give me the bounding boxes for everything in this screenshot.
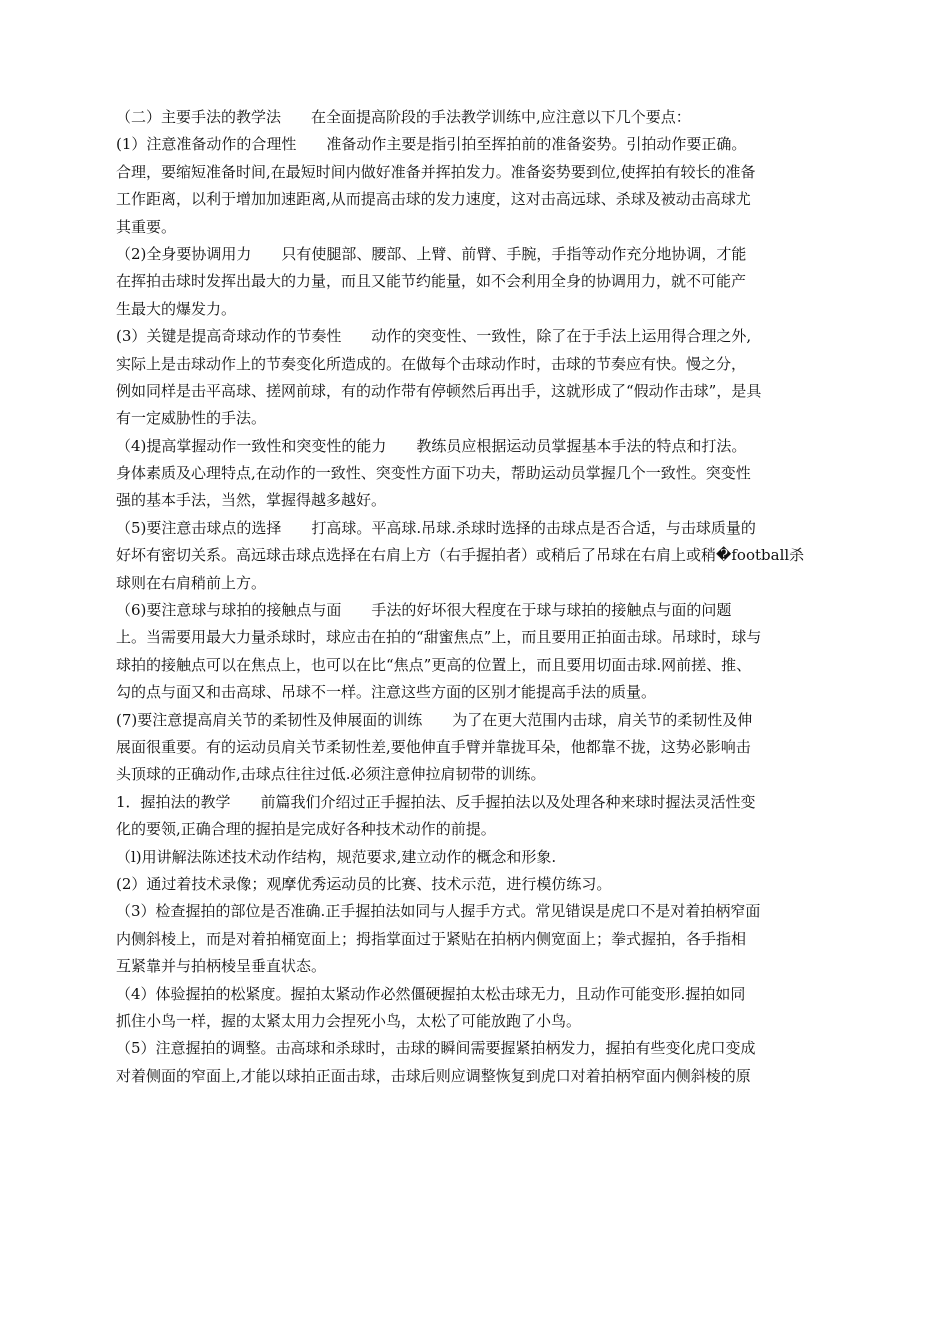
text-line: 在挥拍击球时发挥出最大的力量，而且又能节约能量，如不会利用全身的协调用力，就不可能产: [116, 272, 747, 291]
text-line: （2)全身要协调用力 只有使腿部、腰部、上臂、前臂、手腕，手指等动作充分地协调，才能: [116, 244, 747, 263]
text-line: 好坏有密切关系。高远球击球点选择在右肩上方（右手握拍者）或稍后了吊球在右肩上或稍�football杀: [116, 546, 805, 565]
text-line: (2）通过着技术录像；观摩优秀运动员的比赛、技术示范，进行模仿练习。: [116, 874, 612, 893]
text-line: （5）注意握拍的调整。击高球和杀球时，击球的瞬间需要握紧拍柄发力，握拍有些变化虎口变成: [116, 1039, 756, 1058]
text-line: 展面很重要。有的运动员肩关节柔韧性差,要他伸直手臂并靠拢耳朵，他都靠不拢，这势必影响击: [116, 737, 751, 756]
text-line: 勾的点与面又和击高球、吊球不一样。注意这些方面的区别才能提高手法的质量。: [116, 683, 657, 702]
text-line: 合理，要缩短准备时间,在最短时间内做好准备并挥拍发力。准备姿势要到位,使挥拍有较长的准备: [116, 162, 756, 181]
text-line: 例如同样是击平高球、搓网前球，有的动作带有停顿然后再出手，这就形成了“假动作击球”，是具: [116, 381, 762, 400]
text-line: 生最大的爆发力。: [116, 299, 237, 318]
text-line: （3）检查握拍的部位是否准确.正手握拍法如同与人握手方式。常见错误是虎口不是对着拍柄窄面: [116, 902, 761, 921]
text-line: 球则在右肩稍前上方。: [116, 573, 267, 592]
text-line: 球拍的接触点可以在焦点上，也可以在比“焦点”更高的位置上，而且要用切面击球.网前搓、推、: [116, 655, 752, 674]
text-line: 强的基本手法，当然，掌握得越多越好。: [116, 491, 387, 510]
text-line: （4)提高掌握动作一致性和突变性的能力 教练员应根据运动员掌握基本手法的特点和打法。: [116, 436, 747, 455]
text-line: 身体素质及心理特点,在动作的一致性、突变性方面下功夫，帮助运动员掌握几个一致性。突变性: [116, 464, 751, 483]
text-line: 互紧靠并与拍柄棱呈垂直状态。: [116, 957, 327, 976]
text-line: （5)要注意击球点的选择 打高球。平高球.吊球.杀球时选择的击球点是否合适，与击球质量的: [116, 518, 756, 537]
text-line: 化的要领,正确合理的握拍是完成好各种技术动作的前提。: [116, 820, 496, 839]
text-line: 有一定威胁性的手法。: [116, 409, 267, 428]
text-line: 上。当需要用最大力量杀球时，球应击在拍的“甜蜜焦点”上，而且要用正拍面击球。吊球时，球与: [116, 628, 762, 647]
text-line: （6)要注意球与球拍的接触点与面 手法的好坏很大程度在于球与球拍的接触点与面的问题: [116, 601, 732, 620]
text-line: (3）关键是提高奇球动作的节奏性 动作的突变性、一致性，除了在于手法上运用得合理之外,: [116, 327, 752, 346]
text-line: 头顶球的正确动作,击球点往往过低.必须注意伸拉肩韧带的训练。: [116, 765, 546, 784]
text-line: 1．握拍法的教学 前篇我们介绍过正手握拍法、反手握拍法以及处理各种来球时握法灵活性变: [116, 792, 756, 811]
text-line: （l)用讲解法陈述技术动作结构，规范要求,建立动作的概念和形象.: [116, 847, 557, 866]
text-line: （4）体验握拍的松紧度。握拍太紧动作必然僵硬握拍太松击球无力，且动作可能变形.握拍如同: [116, 984, 746, 1003]
text-line: (7)要注意提高肩关节的柔韧性及伸展面的训练 为了在更大范围内击球，肩关节的柔韧性及伸: [116, 710, 753, 729]
document-body: [116, 104, 836, 1090]
text-line: 工作距离，以利于增加加速距离,从而提高击球的发力速度，这对击高远球、杀球及被动击高球尤: [116, 190, 751, 209]
text-line: （二）主要手法的教学法 在全面提高阶段的手法教学训练中,应注意以下几个要点：: [116, 108, 691, 126]
text-line: 其重要。: [116, 217, 177, 236]
text-line: 抓住小鸟一样，握的太紧太用力会捏死小鸟，太松了可能放跑了小鸟。: [116, 1011, 582, 1030]
text-line: 实际上是击球动作上的节奏变化所造成的。在做每个击球动作时，击球的节奏应有快。慢之分，: [116, 354, 747, 373]
text-line: (1）注意准备动作的合理性 准备动作主要是指引拍至挥拍前的准备姿势。引拍动作要正确。: [116, 135, 747, 154]
text-line: 内侧斜棱上，而是对着拍桶宽面上；拇指掌面过于紧贴在拍柄内侧宽面上；拳式握拍，各手指相: [116, 929, 747, 948]
text-line: 对着侧面的窄面上,才能以球拍正面击球，击球后则应调整恢复到虎口对着拍柄窄面内侧斜棱的原: [116, 1066, 751, 1085]
